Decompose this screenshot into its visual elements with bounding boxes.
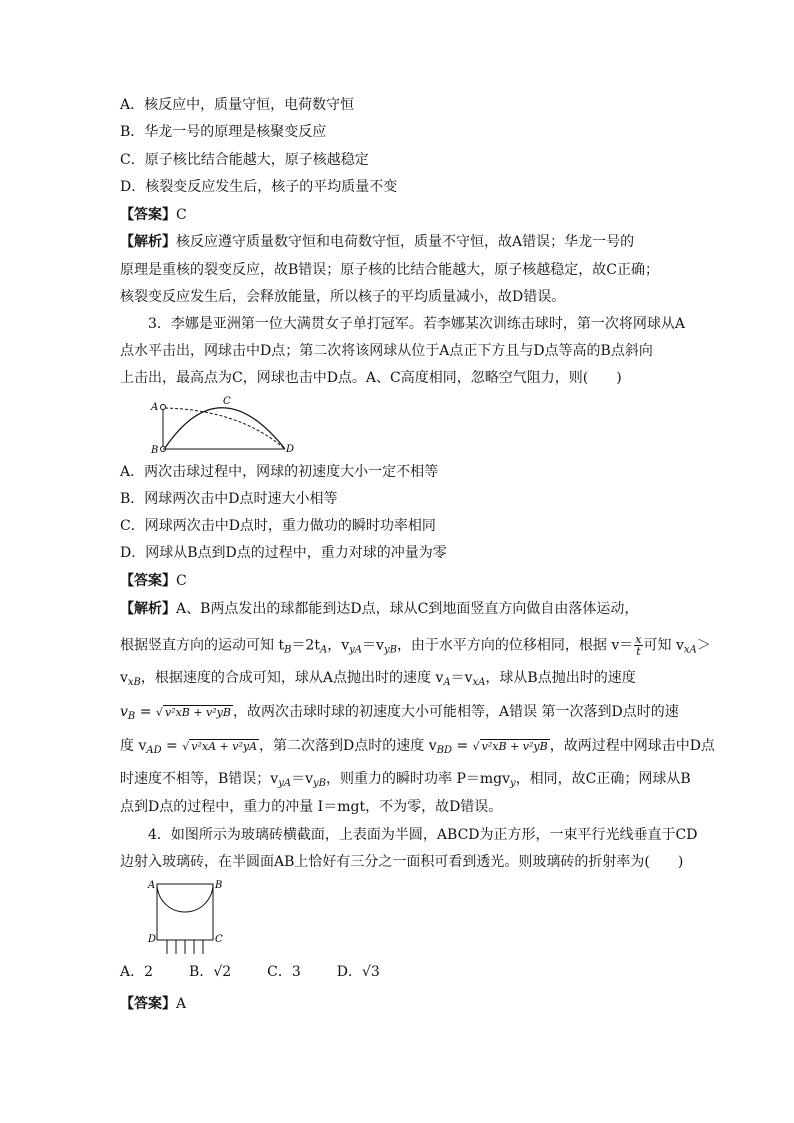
subscript: yA bbox=[349, 644, 363, 656]
label-b: B bbox=[151, 445, 159, 456]
text-seg: ，由于水平方向的位移相同，根据 v＝ bbox=[396, 637, 634, 654]
label-d: D bbox=[286, 444, 295, 455]
q3-analysis-label: 【解析】 bbox=[120, 601, 176, 617]
subscript: yB bbox=[383, 644, 397, 656]
text-seg: 根据竖直方向的运动可知 t bbox=[120, 637, 285, 654]
q3-analysis-line-7: 点到D点的过程中，重力的冲量 I＝mgt，不为零，故D错误。 bbox=[120, 799, 503, 815]
text-seg: ，球从B点抛出时的速度 bbox=[485, 670, 636, 686]
fraction-numerator: x bbox=[635, 633, 642, 646]
text-seg: v bbox=[120, 704, 128, 720]
subscript: yA bbox=[278, 778, 292, 789]
subscript: xB bbox=[127, 677, 141, 688]
q3-analysis-line-6 bbox=[120, 769, 691, 794]
subscript: A bbox=[443, 677, 451, 688]
option-a: A．核反应中，质量守恒，电荷数守恒 bbox=[120, 97, 355, 113]
text-seg: ，v bbox=[327, 637, 350, 654]
analysis-label: 【解析】 bbox=[120, 234, 176, 250]
q4-answer-label: 【答案】 bbox=[120, 996, 176, 1012]
q3-option-c: C．网球两次击中D点时，重力做功的瞬时功率相同 bbox=[120, 518, 436, 534]
text-seg: ＞ bbox=[696, 637, 711, 654]
q4-glass-brick-figure bbox=[145, 876, 230, 958]
q4-options-row bbox=[120, 962, 380, 982]
label-b: B bbox=[215, 880, 223, 891]
q3-analysis-text: A、B两点发出的球都能到达D点，球从C到地面竖直方向做自由落体运动， bbox=[176, 601, 639, 617]
subscript: xA bbox=[683, 644, 697, 656]
q4-stem-line-2: 边射入玻璃砖，在半圆面AB上恰好有三分之一面积可看到透光。则玻璃砖的折射率为( ) bbox=[120, 854, 684, 870]
text-seg: ，第二次落到D点时的速度 v bbox=[259, 738, 437, 754]
radicand: v²xB + v²yB bbox=[481, 740, 548, 753]
answer-line bbox=[120, 205, 187, 225]
q4-answer-value: A bbox=[176, 996, 187, 1012]
q3-analysis-line-3 bbox=[120, 668, 636, 693]
option-b: B．华龙一号的原理是核聚变反应 bbox=[120, 124, 327, 140]
analysis-line-1 bbox=[120, 232, 634, 252]
subscript: yB bbox=[313, 778, 326, 789]
subscript: B bbox=[127, 711, 136, 722]
incident-light-rays bbox=[167, 940, 203, 954]
trajectory-oblique bbox=[165, 408, 285, 449]
sqrt-expression: √ v²xB + v²yB bbox=[155, 706, 231, 719]
q4-option-a: A．2 bbox=[120, 964, 154, 980]
option-c: C．原子核比结合能越大，原子核越稳定 bbox=[120, 152, 369, 168]
subscript: y bbox=[510, 778, 516, 789]
point-a-marker bbox=[161, 405, 166, 410]
label-c: C bbox=[215, 934, 223, 945]
q3-stem-line-2: 点水平击出，网球击中D点；第二次将该网球从位于A点正下方且与D点等高的B点斜向 bbox=[120, 343, 653, 359]
text-seg: v bbox=[120, 670, 128, 686]
q4-option-b: B．√2 bbox=[189, 964, 232, 980]
subscript: AD bbox=[146, 745, 162, 756]
q3-stem-line-3: 上击出，最高点为C，网球也击中D点。A、C高度相同，忽略空气阻力，则( ) bbox=[120, 370, 622, 386]
text-seg: 度 v bbox=[120, 738, 147, 754]
label-a: A bbox=[148, 880, 156, 891]
sqrt-expression: √ v²xA + v²yA bbox=[182, 740, 258, 753]
subscript: A bbox=[319, 644, 328, 656]
text-seg: 可知 v bbox=[643, 637, 684, 654]
label-d: D bbox=[148, 934, 157, 945]
label-a: A bbox=[151, 402, 159, 413]
text-seg: ＝v bbox=[291, 771, 313, 787]
q3-option-a: A．两次击球过程中，网球的初速度大小一定不相等 bbox=[120, 464, 439, 480]
answer-label: 【答案】 bbox=[120, 207, 176, 223]
subscript: BD bbox=[436, 745, 452, 756]
label-c: C bbox=[223, 396, 231, 407]
text-seg: 时速度不相等，B错误；v bbox=[120, 771, 279, 787]
q4-option-c: C．3 bbox=[267, 964, 301, 980]
text-seg: ＝v bbox=[450, 670, 473, 686]
q3-option-d: D．网球从B点到D点的过程中，重力对球的冲量为零 bbox=[120, 545, 447, 561]
text-seg: = bbox=[452, 738, 473, 754]
q3-answer-value: C bbox=[176, 573, 187, 589]
subscript: xA bbox=[472, 677, 486, 688]
option-d: D．核裂变反应发生后，核子的平均质量不变 bbox=[120, 179, 398, 195]
fraction-x-over-t bbox=[634, 634, 642, 657]
text-seg: ，故两次击球时球的初速度大小可能相等，A错误 第一次落到D点时的速 bbox=[232, 704, 679, 720]
answer-value: C bbox=[176, 207, 187, 223]
q3-stem-line-1: 3．李娜是亚洲第一位大满贯女子单打冠军。若李娜某次训练击球时，第一次将网球从A bbox=[148, 316, 686, 332]
q3-option-b: B．网球两次击中D点时速大小相等 bbox=[120, 491, 338, 507]
analysis-line-3: 核裂变反应发生后，会释放能量，所以核子的平均质量减小，故D错误。 bbox=[120, 289, 566, 305]
text-seg: = bbox=[135, 704, 156, 720]
q4-stem-line-1: 4．如图所示为玻璃砖横截面，上表面为半圆，ABCD为正方形，一束平行光线垂直于CD bbox=[148, 827, 698, 843]
text-seg: = bbox=[161, 738, 183, 754]
analysis-text: 核反应遵守质量数守恒和电荷数守恒，质量不守恒，故A错误；华龙一号的 bbox=[176, 234, 635, 250]
text-seg: ＝v bbox=[362, 637, 384, 654]
radicand: v²xA + v²yA bbox=[191, 740, 258, 753]
subscript: B bbox=[284, 644, 292, 656]
q3-analysis-line-4 bbox=[120, 702, 679, 727]
text-seg: ，故两过程中网球击中D点 bbox=[549, 738, 715, 754]
q3-trajectory-figure bbox=[145, 392, 305, 460]
text-seg: ，相同，故C正确；网球从B bbox=[515, 771, 691, 787]
q3-analysis-line-5 bbox=[120, 736, 715, 761]
sqrt-expression: √ v²xB + v²yB bbox=[472, 740, 548, 753]
fraction-denominator: t bbox=[636, 645, 641, 658]
semicircle-ab bbox=[157, 884, 213, 912]
q4-option-d: D．√3 bbox=[336, 964, 380, 980]
q3-analysis-line-2 bbox=[120, 634, 711, 661]
q4-answer-line bbox=[120, 994, 186, 1014]
analysis-line-2: 原理是重核的裂变反应，故B错误；原子核的比结合能越大，原子核越稳定，故C正确； bbox=[120, 262, 659, 278]
q3-answer-line bbox=[120, 571, 187, 591]
radicand: v²xB + v²yB bbox=[164, 706, 231, 719]
q3-answer-label: 【答案】 bbox=[120, 573, 176, 589]
text-seg: ，根据速度的合成可知，球从A点抛出时的速度 v bbox=[140, 670, 444, 686]
text-seg: ，则重力的瞬时功率 P＝mgv bbox=[326, 771, 511, 787]
q3-analysis-line-1 bbox=[120, 599, 638, 619]
text-seg: ＝2t bbox=[291, 637, 320, 654]
